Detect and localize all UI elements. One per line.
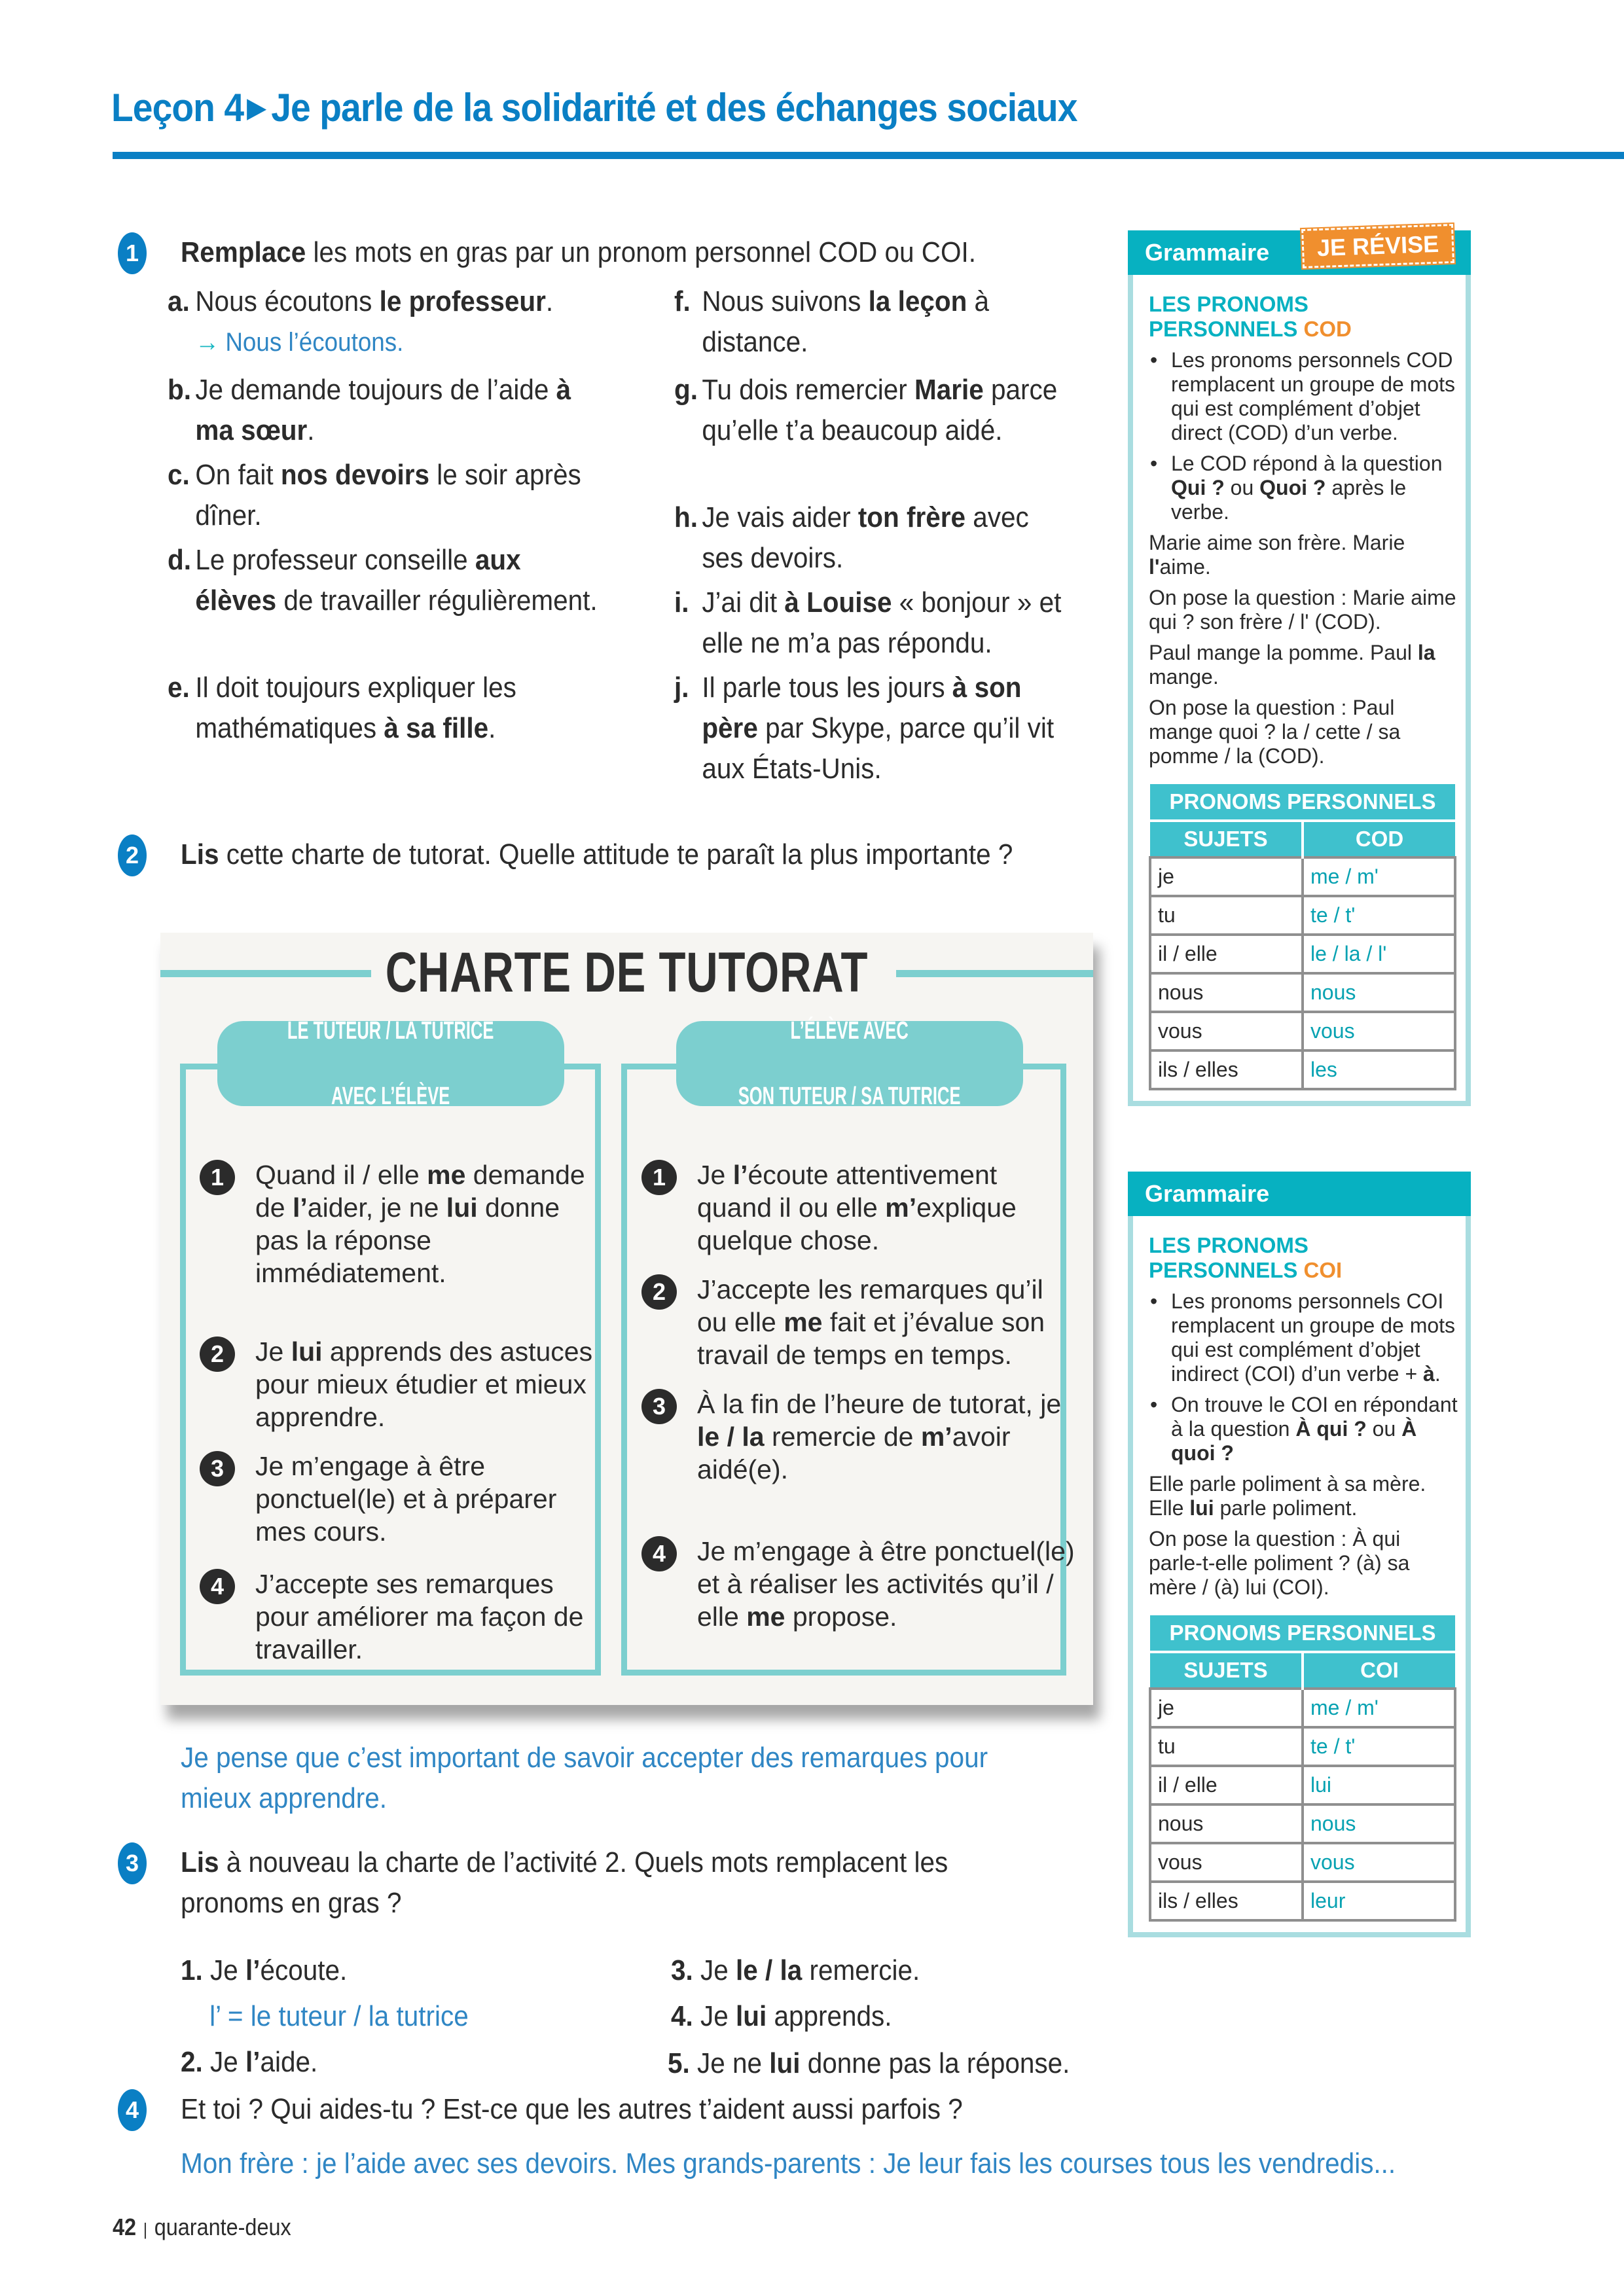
arrow-right-icon: → [195,328,220,357]
bold-text: m’ [920,1422,952,1452]
grammar-examples [1133,1472,1466,1600]
bold-text: lui [736,2000,767,2032]
bold-text: le / la [697,1422,765,1452]
item-label: j. [674,672,689,704]
lesson-title [111,85,1077,130]
bold-text: l’ [245,2046,261,2078]
example-answer: l’ = le tuteur / la tutrice [209,2000,469,2032]
text: parle poliment. [1214,1496,1358,1520]
text: Je [700,2000,736,2032]
item-label: e. [168,672,190,704]
charter-rule [697,1535,1077,1633]
bold-text: Marie [914,374,984,406]
text: Je vais aider [702,501,858,533]
item-label: g. [674,374,698,406]
exercise-number-badge: 4 [118,2089,147,2131]
text: à distance. [702,285,990,358]
text: avoir aidé(e). [697,1422,1011,1484]
bold-text: lui [291,1336,323,1367]
text: par Skype, parce qu’il vit aux États-Unis. [702,712,1055,785]
text: explique quelque chose. [697,1193,1017,1255]
text: . [488,712,496,744]
text: On fait [195,459,281,491]
exercise-item [674,583,1066,664]
text: Les pronoms personnels COI remplacent un groupe de mots qui est complément d’objet indirect (COI) d’un verbe + [1171,1289,1456,1386]
text: J’accepte ses remarques pour améliorer ma façon de travailler. [255,1569,584,1664]
table-row [1150,1012,1455,1050]
lesson-number: Leçon 4 [111,86,244,130]
instruction-verb: Lis [181,1846,219,1878]
bold-text: lui [769,2047,801,2079]
table-caption: PRONOMS PERSONNELS [1150,1615,1455,1652]
item-label: 5. [668,2047,698,2079]
bold-text: me [784,1307,823,1337]
text: apprends. [767,2000,892,2032]
text: aime. [1159,555,1211,579]
charter-rule [255,1335,602,1433]
grammar-examples [1133,531,1466,768]
text: fait et j’évalue son travail de temps en temps. [697,1307,1045,1370]
page-number-words: quarante-deux [154,2214,291,2240]
item-label: 3. [671,1954,701,1986]
text: Nous suivons [702,285,869,317]
charter-title: CHARTE DE TUTORAT [385,941,869,1004]
bold-text: le professeur [379,285,546,317]
subject-pronoun-cell: je [1150,1689,1303,1727]
grammar-rules-list [1149,1289,1466,1465]
bold-text: l’ [245,1954,261,1986]
bold-text: nos devoirs [280,459,430,491]
subject-pronoun-cell: tu [1150,896,1303,935]
subject-pronoun-cell: je [1150,857,1303,896]
grammar-box-cod [1128,230,1471,1106]
item-label: a. [168,285,190,317]
text: Il parle tous les jours [702,672,952,704]
table-row [1150,1727,1455,1766]
instruction-text: à nouveau la charte de l’activité 2. Quels mots remplacent les pronoms en gras ? [181,1846,948,1919]
exercise-item [168,281,601,363]
bold-text: lui [446,1193,478,1223]
tutoring-charter [160,933,1093,1705]
bold-text: lui [1189,1496,1214,1520]
object-pronoun-cell: te / t' [1303,896,1455,935]
exercise-item [168,668,601,749]
je-revise-badge: JE RÉVISE [1301,224,1454,268]
bold-text: la [1417,641,1435,664]
exercise-item [168,370,601,451]
subject-pronoun-cell: vous [1150,1012,1303,1050]
column-header: COD [1303,821,1455,857]
text: Paul mange la pomme. Paul [1149,641,1418,664]
bold-text: à [1423,1362,1435,1386]
grammar-rule [1149,1393,1466,1465]
text: Les pronoms personnels COD remplacent un groupe de mots qui est complément d’objet direct (COD) d’un verbe. [1171,348,1456,444]
bold-text: me [427,1160,466,1190]
grammar-example [1149,696,1459,768]
exercise-item [671,1996,892,2037]
exercise4-instruction: Et toi ? Qui aides-tu ? Est-ce que les autres t’aident aussi parfois ? [181,2093,963,2125]
object-pronoun-cell: leur [1303,1882,1455,1920]
text: Marie aime son frère. Marie [1149,531,1405,554]
text: écoute. [260,1954,348,1986]
exercise-item [181,2042,317,2083]
text: J’ai dit [702,586,785,619]
exercise-item [181,1950,469,2037]
table-row [1150,1843,1455,1882]
table-row [1150,1804,1455,1843]
text: J’accepte les remarques qu’il ou elle [697,1274,1043,1337]
grammar-example [1149,531,1459,579]
rule-number-badge: 2 [641,1274,677,1310]
text: On pose la question : Paul mange quoi ? la / cette / sa pomme / la (COD). [1149,696,1401,768]
column-header: SUJETS [1150,821,1303,857]
charter-rule [697,1158,1077,1257]
bold-text: m’ [885,1193,917,1223]
rule-number-badge: 3 [641,1389,677,1424]
text: Je [210,1954,246,1986]
exercise3-instruction [181,1842,1036,1924]
title-line: LES PRONOMS [1149,292,1308,316]
grammar-rule [1149,452,1466,524]
text: Nous écoutons [195,285,380,317]
title-line: PERSONNELS [1149,317,1304,341]
rule-number-badge: 4 [200,1569,235,1604]
grammar-rules-list [1149,348,1466,524]
item-label: 1. [181,1954,211,1986]
rule-number-badge: 1 [200,1160,235,1195]
rule-number-badge: 3 [200,1451,235,1486]
item-label: 2. [181,2046,211,2078]
text: Je [697,1160,733,1190]
text: À la fin de l’heure de tutorat, je [697,1389,1062,1419]
text: avec ses devoirs. [702,501,1029,574]
item-label: b. [168,374,191,406]
text: propose. [785,1602,897,1632]
example-answer [195,322,601,363]
text: Je [700,1954,736,1986]
text: On pose la question : Marie aime qui ? son frère / l' (COD). [1149,586,1456,634]
rule-number-badge: 4 [641,1536,677,1571]
text: remercie. [802,1954,920,1986]
instruction-text: les mots en gras par un pronom personnel COD ou COI. [306,236,976,268]
text: ou [1224,476,1260,499]
text: Je [255,1336,291,1367]
bold-text: la leçon [868,285,967,317]
exercise-item [674,370,1066,451]
answer-text: Nous l’écoutons. [225,328,404,357]
text: Je m’engage à être ponctuel(le) et à préparer mes cours. [255,1451,557,1547]
item-label: d. [168,544,191,576]
table-row [1150,1766,1455,1804]
exercise-number-badge: 2 [118,834,147,876]
object-pronoun-cell: me / m' [1303,1689,1455,1727]
heading-line: AVEC L’ÉLÈVE [331,1083,450,1110]
charter-rule [697,1273,1077,1371]
text: Le professeur conseille [195,544,475,576]
subject-pronoun-cell: vous [1150,1843,1303,1882]
exercise-number-badge: 1 [118,232,147,274]
object-pronoun-cell: vous [1303,1012,1455,1050]
instruction-text: cette charte de tutorat. Quelle attitude te paraît la plus importante ? [219,838,1013,870]
title-highlight: COI [1303,1258,1343,1282]
pronoun-table-coi [1149,1615,1456,1922]
text: de travailler régulièrement. [276,584,598,617]
text: ou [1366,1417,1402,1441]
text: le soir après dîner. [195,459,581,531]
exercise2-answer: Je pense que c’est important de savoir accepter des remarques pour mieux apprendre. [181,1742,988,1814]
table-row [1150,1882,1455,1920]
exercise1-instruction [181,232,976,273]
table-caption: PRONOMS PERSONNELS [1150,784,1455,821]
bold-text: À qui ? [1295,1417,1367,1441]
bold-text: À quoi ? [1171,1417,1417,1465]
charter-rule [255,1158,602,1289]
item-label: i. [674,586,689,619]
exercise-item [668,2043,1070,2084]
exercise-item [168,540,601,621]
grammar-label: Grammaire [1145,1180,1270,1207]
subject-pronoun-cell: ils / elles [1150,1050,1303,1089]
exercise-item [671,1950,920,1991]
bold-text: à sa fille [384,712,489,744]
text: après le verbe. [1171,476,1407,524]
heading-line: L’ÉLÈVE AVEC [790,1017,909,1045]
item-label: 4. [671,2000,701,2032]
item-label: f. [674,285,691,317]
subject-pronoun-cell: il / elle [1150,1766,1303,1804]
subject-pronoun-cell: tu [1150,1727,1303,1766]
grammar-example [1149,586,1459,634]
bold-text: Quoi ? [1259,476,1326,499]
exercise-number-badge: 3 [118,1842,147,1884]
column-heading-tutor [217,1017,564,1110]
lesson-subtitle: Je parle de la solidarité et des échanges sociaux [271,86,1077,130]
subject-pronoun-cell: nous [1150,973,1303,1012]
bold-text: l’ [293,1193,308,1223]
object-pronoun-cell: les [1303,1050,1455,1089]
text: Tu dois remercier [702,374,914,406]
bold-text: l' [1149,555,1160,579]
grammar-box-header [1128,1172,1471,1216]
item-label: c. [168,459,190,491]
text: On trouve le COI en répondant à la question [1171,1393,1458,1441]
charter-rule [255,1450,602,1548]
object-pronoun-cell: nous [1303,1804,1455,1843]
header-divider [113,152,1624,159]
bold-text: ton frère [857,501,966,533]
bold-text: à son père [702,672,1022,744]
subject-pronoun-cell: nous [1150,1804,1303,1843]
pronoun-table-cod [1149,784,1456,1090]
object-pronoun-cell: le / la / l' [1303,935,1455,973]
table-row [1150,935,1455,973]
text: On pose la question : À qui parle-t-elle poliment ? (à) sa mère / (à) lui (COI). [1149,1527,1410,1599]
text: aider, je ne [307,1193,446,1223]
bold-text: l’ [732,1160,748,1190]
text: donne pas la réponse immédiatement. [255,1193,560,1288]
bold-text: à Louise [784,586,892,619]
instruction-verb: Remplace [181,236,306,268]
footer-separator: | [143,2219,147,2239]
text: . [1434,1362,1441,1386]
text: Elle parle poliment à sa mère. Elle [1149,1472,1426,1520]
grammar-box-coi [1128,1172,1471,1937]
table-row [1150,1689,1455,1727]
text: apprends des astuces pour mieux étudier et mieux apprendre. [255,1336,593,1432]
text: demande de [255,1160,585,1223]
grammar-example [1149,1472,1459,1520]
page-footer [113,2214,291,2241]
heading-line: SON TUTEUR / SA TUTRICE [738,1083,961,1110]
table-row [1150,1050,1455,1089]
title-line: PERSONNELS [1149,1258,1304,1282]
table-row [1150,973,1455,1012]
exercise-item [674,497,1066,579]
bold-text: à ma sœur [195,374,571,446]
text: parce qu’elle t’a beaucoup aidé. [702,374,1058,446]
exercise2-instruction [181,834,1054,875]
bold-text: Qui ? [1171,476,1225,499]
text: Je m’engage à être ponctuel(le) et à réaliser les activités qu’il / elle [697,1536,1075,1632]
exercise-item [674,668,1066,789]
object-pronoun-cell: te / t' [1303,1727,1455,1766]
text: Je [210,2046,246,2078]
text: . [307,414,315,446]
object-pronoun-cell: me / m' [1303,857,1455,896]
subject-pronoun-cell: ils / elles [1150,1882,1303,1920]
text: Le COD répond à la question [1171,452,1443,475]
page-number: 42 [113,2214,137,2240]
text: mange. [1149,665,1219,689]
title-highlight: COD [1303,317,1352,341]
text: Je demande toujours de l’aide [195,374,556,406]
text: Il doit toujours expliquer les mathématiques [195,672,516,744]
column-header: COI [1303,1652,1455,1689]
text: remercie de [764,1422,921,1452]
object-pronoun-cell: vous [1303,1843,1455,1882]
grammar-rule [1149,1289,1466,1386]
exercise4-answer: Mon frère : je l’aide avec ses devoirs. Mes grands-parents : Je leur fais les courses tous les vendredis... [181,2147,1396,2179]
exercise-item [168,455,601,536]
exercise-item [674,281,1066,363]
text: écoute attentivement quand il ou elle [697,1160,998,1223]
bold-text: aux élèves [195,544,521,617]
text: « bonjour » et elle ne m’a pas répondu. [702,586,1062,659]
charter-rule [255,1568,602,1666]
item-label: h. [674,501,698,533]
table-row [1150,857,1455,896]
instruction-verb: Lis [181,838,219,870]
text: . [545,285,554,317]
grammar-label: Grammaire [1145,239,1270,266]
subject-pronoun-cell: il / elle [1150,935,1303,973]
text: donne pas la réponse. [800,2047,1070,2079]
grammar-title [1149,292,1466,342]
rule-number-badge: 2 [200,1336,235,1372]
title-line: LES PRONOMS [1149,1233,1308,1257]
text: aide. [260,2046,318,2078]
text: Je ne [697,2047,770,2079]
grammar-example [1149,641,1459,689]
object-pronoun-cell: lui [1303,1766,1455,1804]
grammar-title [1149,1233,1466,1283]
grammar-example [1149,1527,1459,1600]
play-arrow-icon: ▶ [247,94,266,123]
text: Quand il / elle [255,1160,427,1190]
table-row [1150,896,1455,935]
column-header: SUJETS [1150,1652,1303,1689]
grammar-rule [1149,348,1466,445]
heading-line: LE TUTEUR / LA TUTRICE [287,1017,494,1045]
bold-text: me [746,1602,785,1632]
bold-text: le / la [736,1954,803,1986]
rule-number-badge: 1 [641,1160,677,1195]
object-pronoun-cell: nous [1303,973,1455,1012]
column-heading-student [676,1017,1023,1110]
charter-rule [697,1388,1077,1486]
